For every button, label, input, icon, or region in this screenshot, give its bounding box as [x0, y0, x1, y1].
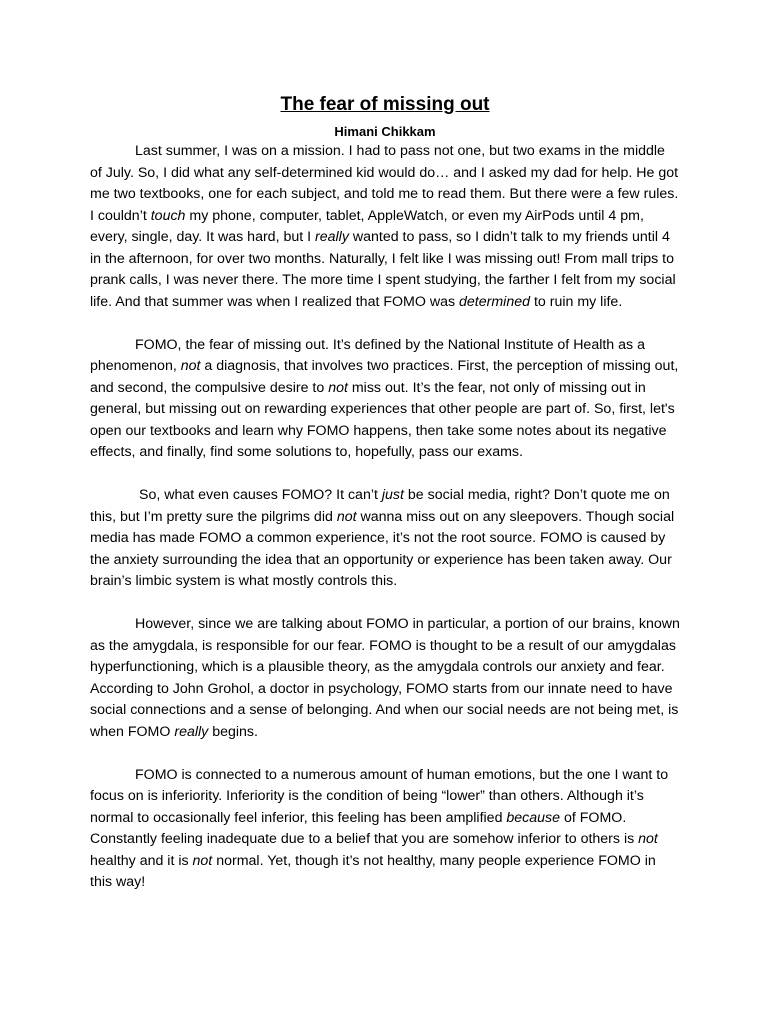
document-author: Himani Chikkam — [334, 124, 436, 139]
emphasis-text: determined — [459, 293, 531, 310]
text-run: wanted to pass, so I didn’t talk to my friends until 4 in the afternoon, for over two months. Naturally, I felt like I was missing out! From mall trips to prank calls, I was never there. The more time I spent studying, the farther I felt from my social life. And that summer was when I realized that FOMO was — [90, 229, 676, 310]
text-run: a diagnosis, that involves two practices. First, the perception of missing out, and second, the compulsive desire to — [90, 358, 679, 396]
emphasis-text: because — [506, 809, 561, 826]
body-paragraph — [90, 485, 680, 593]
emphasis-text: really — [174, 723, 209, 740]
body-paragraph — [90, 765, 680, 894]
emphasis-text: not — [328, 379, 348, 396]
text-run: So, what even causes FOMO? It can’t — [139, 487, 382, 503]
text-run: my phone, computer, tablet, AppleWatch, or even my AirPods until 4 pm, every, single, day. It was hard, but I — [90, 207, 644, 245]
body-paragraph — [90, 335, 680, 464]
text-run: normal. Yet, though it’s not healthy, many people experience FOMO in this way! — [90, 852, 656, 890]
emphasis-text: not — [192, 852, 213, 869]
document-title: The fear of missing out — [280, 94, 490, 115]
body-paragraph — [90, 141, 680, 313]
body-paragraph — [90, 614, 680, 743]
text-run: However, since we are talking about FOMO in particular, a portion of our brains, known as the amygdala, is responsible for our fear. FOMO is thought to be a result of our amygdalas hyperfunctioning, which is a plausible theory, as the amygdala controls our anxiety and fear. According to John Grohol, a doctor in psychology, FOMO starts from our innate need to have social connections and a sense of belonging. And when our social needs are not being met, is when FOMO — [90, 616, 680, 740]
text-run: FOMO is connected to a numerous amount of human emotions, but the one I want to focus on is inferiority. Inferiority is the condition of being “lower” than others. Although it’s normal to occasionally feel inferior, this feeling has been amplified — [90, 766, 669, 826]
text-run: of FOMO. Constantly feeling inadequate due to a belief that you are somehow inferior to others is — [90, 809, 639, 847]
text-run: FOMO, the fear of missing out. It’s defined by the National Institute of Health as a phenomenon, — [90, 336, 645, 374]
text-run: to ruin my life. — [530, 293, 623, 310]
emphasis-text: just — [381, 487, 404, 503]
text-run: healthy and it is — [90, 852, 193, 869]
text-run: miss out. It’s the fear, not only of missing out in general, but missing out on rewarding experiences that other people are part of. So, first, let's open our textbooks and learn why FOMO happens, then take some notes about its negative effects, and finally, find some solutions to, hopefully, pass our exams. — [90, 379, 675, 460]
text-run: wanna miss out on any sleepovers. Though social media has made FOMO a common experience, it’s not the root source. FOMO is caused by the anxiety surrounding the idea that an opportunity or experience has been taken away. Our brain’s limbic system is what mostly controls this. — [90, 508, 675, 589]
document-page — [90, 92, 680, 894]
emphasis-text: really — [315, 229, 349, 245]
text-run: Last summer, I was on a mission. I had to pass not one, but two exams in the middle of July. So, I did what any self-determined kid would do… and I asked my dad for help. He got me two textbooks, one for each subject, and told me to read them. But there were a few rules. I couldn’t — [90, 143, 679, 224]
emphasis-text: touch — [150, 207, 186, 224]
emphasis-text: not — [180, 358, 201, 374]
text-run: be social media, right? Don’t quote me on this, but I’m pretty sure the pilgrims did — [90, 487, 670, 525]
emphasis-text: not — [638, 831, 658, 847]
text-run: begins. — [208, 723, 258, 740]
emphasis-text: not — [336, 508, 357, 525]
